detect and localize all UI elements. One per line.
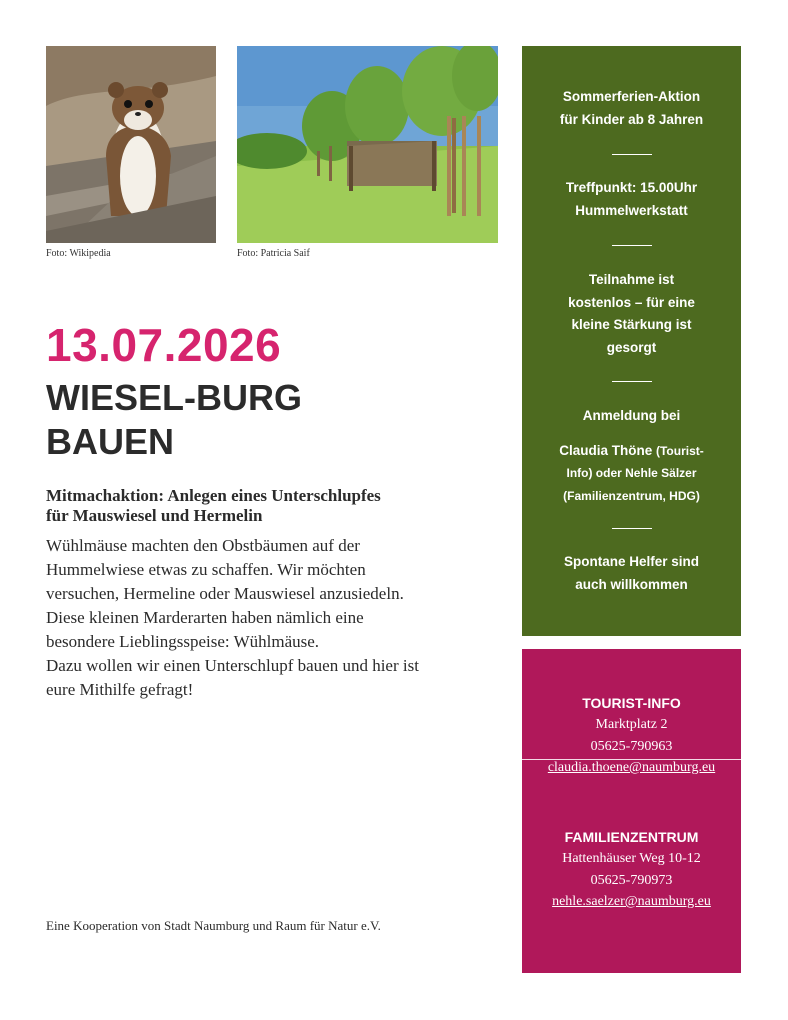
description-line: besondere Lieblingsspeise: Wühlmäuse. (46, 632, 320, 651)
headline-line-2: BAUEN (46, 421, 175, 462)
description-line: versuchen, Hermeline oder Mauswiesel anzusiedeln. (46, 584, 404, 603)
event-info-box (522, 46, 741, 636)
info-line: Hummelwerkstatt (575, 202, 688, 218)
photo1-caption: Foto: Wikipedia (46, 248, 111, 259)
photo2-caption: Foto: Patricia Saif (237, 248, 310, 259)
divider (612, 528, 652, 529)
family-center-phone: 05625-790973 (590, 873, 673, 888)
description-line: Dazu wollen wir einen Unterschlupf bauen und hier ist (46, 656, 419, 675)
info-line: kleine Stärkung ist (571, 317, 692, 332)
divider (612, 245, 652, 246)
info-line: (Familienzentrum, HDG) (563, 488, 700, 503)
subheading (46, 486, 496, 526)
family-center-address: Hattenhäuser Weg 10-12 (562, 851, 701, 866)
description-line: Diese kleinen Marderarten haben nämlich eine (46, 608, 364, 627)
weasel-photo (46, 46, 216, 243)
info-block-participation (532, 269, 731, 359)
info-line: Claudia Thöne (Tourist- (559, 442, 704, 458)
tourist-info-email-link[interactable]: claudia.thoene@naumburg.eu (547, 760, 716, 775)
family-center-email-link[interactable]: nehle.saelzer@naumburg.eu (552, 894, 711, 909)
subheading-line-1: Mitmachaktion: Anlegen eines Unterschlupfes (46, 486, 381, 505)
description-line: Hummelwiese etwas zu schaffen. Wir möchten (46, 560, 366, 579)
info-block-meeting (532, 177, 731, 222)
info-line: Spontane Helfer sind (563, 554, 700, 569)
tourist-info-phone: 05625-790963 (590, 739, 673, 754)
info-line: gesorgt (606, 339, 657, 355)
headline-line-1: WIESEL-BURG (46, 377, 302, 418)
event-date: 13.07.2026 (46, 319, 282, 371)
info-block-helpers (532, 551, 731, 596)
info-line: Sommerferien-Aktion (562, 89, 701, 104)
info-block-registration (532, 405, 731, 507)
info-line: für Kinder ab 8 Jahren (559, 111, 704, 127)
tourist-info-title: TOURIST-INFO (582, 695, 681, 711)
info-line: auch willkommen (575, 576, 688, 592)
description-line: eure Mithilfe gefragt! (46, 680, 194, 699)
info-block-audience (532, 86, 731, 131)
info-line: kostenlos – für eine (568, 294, 695, 310)
info-line: Treffpunkt: 15.00Uhr (565, 180, 698, 195)
description (46, 534, 506, 702)
orchard-photo (237, 46, 498, 243)
description-line: Wühlmäuse machten den Obstbäumen auf der (46, 536, 360, 555)
info-line: Teilnahme ist (588, 272, 675, 287)
divider (612, 381, 652, 382)
info-line: Anmeldung bei (582, 408, 681, 423)
divider (612, 154, 652, 155)
info-line: Info) oder Nehle Sälzer (566, 466, 697, 480)
tourist-info-address: Marktplatz 2 (595, 717, 668, 732)
subheading-line-2: für Mauswiesel und Hermelin (46, 506, 263, 525)
contact-box (522, 649, 741, 973)
page-title (46, 376, 466, 464)
family-center-title: FAMILIENZENTRUM (564, 829, 699, 845)
cooperation-note: Eine Kooperation von Stadt Naumburg und Raum für Natur e.V. (46, 918, 381, 933)
